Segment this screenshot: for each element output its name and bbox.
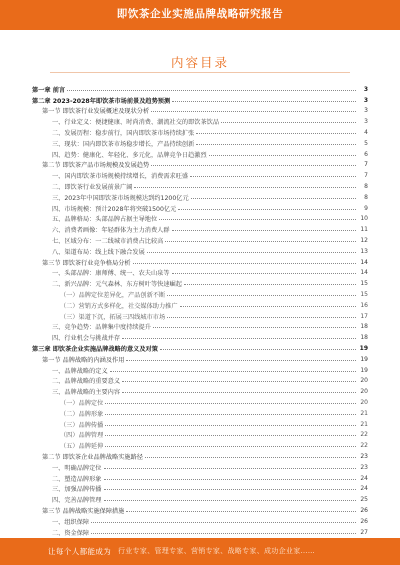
toc-entry[interactable] — [32, 419, 368, 430]
footer-bar — [0, 538, 400, 565]
toc-entry-page-number: 3 — [364, 107, 368, 115]
toc-dot-leader — [184, 284, 356, 285]
toc-entry-page-number: 6 — [364, 150, 368, 158]
table-of-contents — [32, 84, 368, 537]
toc-entry-label: 第三节 品牌战略实施保障措施 — [42, 507, 125, 515]
toc-entry[interactable] — [32, 332, 368, 343]
toc-entry-page-number: 17 — [360, 312, 368, 320]
toc-entry-page-number: 21 — [360, 409, 368, 417]
toc-entry[interactable] — [32, 376, 368, 387]
toc-entry-page-number: 20 — [360, 388, 368, 396]
toc-entry[interactable] — [32, 483, 368, 494]
toc-entry-page-number: 14 — [360, 258, 368, 266]
toc-dot-leader — [178, 209, 356, 210]
toc-entry-page-number: 18 — [360, 323, 368, 331]
toc-dot-leader — [91, 533, 356, 534]
toc-dot-leader — [167, 295, 356, 296]
toc-entry-page-number: 9 — [364, 204, 368, 212]
toc-heading-divider — [50, 72, 350, 73]
toc-entry-label: 一、行业定义：便捷健康、时尚消费、潮流社交的即饮茶饮品 — [52, 119, 220, 127]
toc-dot-leader — [151, 111, 356, 112]
toc-entry-label: 第一节 品牌战略的内涵及作用 — [42, 356, 125, 364]
toc-entry[interactable] — [32, 106, 368, 117]
toc-entry-page-number: 8 — [364, 193, 368, 201]
toc-entry-label: 一、品牌战略的定义 — [52, 367, 108, 375]
toc-entry-page-number: 15 — [360, 280, 368, 288]
toc-entry-label: （五）品牌延伸 — [60, 443, 104, 451]
toc-entry-label: 四、市场规模：预计2028年将突破1500亿元 — [52, 205, 177, 213]
toc-dot-leader — [105, 403, 356, 404]
toc-entry[interactable] — [32, 473, 368, 484]
toc-dot-leader — [221, 122, 356, 123]
toc-entry-label: （一）品牌定位 — [60, 400, 104, 407]
toc-entry[interactable] — [32, 408, 368, 419]
toc-entry-label: 三、加强品牌传播 — [52, 486, 102, 494]
toc-entry-page-number: 10 — [360, 215, 368, 223]
toc-entry-page-number: 5 — [364, 139, 368, 147]
toc-dot-leader — [190, 176, 356, 177]
toc-entry[interactable] — [32, 354, 368, 365]
toc-entry-label: 三、现状：国内即饮茶市场稳步增长，产品持续创新 — [52, 140, 195, 148]
toc-entry-label: 第二节 即饮茶企业品牌战略实施路径 — [42, 453, 143, 461]
toc-entry-page-number: 7 — [364, 172, 368, 180]
toc-entry[interactable] — [32, 268, 368, 279]
toc-entry-page-number: 12 — [360, 237, 368, 245]
toc-dot-leader — [172, 101, 356, 102]
toc-entry-page-number: 4 — [364, 129, 368, 137]
toc-entry-label: 二、新兴品牌：元气森林、东方树叶等快速崛起 — [52, 281, 182, 289]
toc-dot-leader — [110, 371, 356, 372]
toc-entry[interactable] — [32, 246, 368, 257]
toc-dot-leader — [105, 425, 356, 426]
toc-entry[interactable] — [32, 386, 368, 397]
toc-entry-page-number: 24 — [360, 485, 368, 493]
toc-entry-page-number: 19 — [360, 355, 368, 363]
toc-entry[interactable] — [32, 203, 368, 214]
report-title: 即饮茶企业实施品牌战略研究报告 — [116, 8, 284, 20]
toc-dot-leader — [105, 435, 356, 436]
toc-entry[interactable] — [32, 127, 368, 138]
toc-dot-leader — [133, 263, 356, 264]
toc-dot-leader — [209, 155, 356, 156]
toc-entry-page-number: 24 — [360, 474, 368, 482]
toc-entry-label: 第一节 即饮茶行业发展概述及现状分析 — [42, 108, 150, 116]
toc-entry[interactable] — [32, 181, 368, 192]
toc-entry-page-number: 21 — [360, 420, 368, 428]
toc-entry-label: （三）渠道下沉，拓展三四线城市市场 — [60, 313, 166, 321]
toc-entry-label: 一、头部品牌：康师傅、统一、农夫山泉等 — [52, 270, 170, 278]
toc-entry-label: 五、品牌格局：头部品牌占据主导地位 — [52, 216, 158, 224]
toc-entry[interactable] — [32, 116, 368, 127]
toc-entry[interactable] — [32, 149, 368, 160]
report-header-bar — [0, 0, 400, 30]
toc-entry-page-number: 27 — [360, 528, 368, 536]
toc-dot-leader — [172, 230, 356, 231]
toc-dot-leader — [134, 187, 356, 188]
toc-entry-label: 一、明确品牌定位 — [52, 464, 102, 472]
toc-entry-label: 七、区域分布：一二线城市消费占比较高 — [52, 238, 164, 246]
toc-entry-label: 第一章 前言 — [32, 86, 66, 94]
toc-dot-leader — [91, 522, 356, 523]
toc-entry[interactable] — [32, 451, 368, 462]
toc-entry-page-number: 3 — [363, 85, 368, 93]
toc-entry[interactable] — [32, 397, 368, 408]
toc-entry-label: 六、消费者画像：年轻群体为主力消费人群 — [52, 227, 170, 235]
toc-dot-leader — [196, 144, 356, 145]
toc-entry-label: 四、完善品牌管理 — [52, 497, 102, 505]
toc-entry-page-number: 15 — [360, 291, 368, 299]
toc-dot-leader — [151, 165, 356, 166]
toc-entry-label: 一、国内即饮茶市场规模持续增长，消费需求旺盛 — [52, 173, 189, 181]
toc-entry[interactable] — [32, 95, 368, 106]
toc-entry[interactable] — [32, 257, 368, 268]
toc-entry-page-number: 23 — [360, 452, 368, 460]
toc-dot-leader — [180, 306, 356, 307]
toc-dot-leader — [126, 511, 356, 512]
toc-dot-leader — [104, 479, 357, 480]
toc-dot-leader — [105, 414, 356, 415]
toc-entry-label: 第三节 即饮茶行业竞争格局分析 — [42, 259, 131, 267]
toc-dot-leader — [159, 219, 356, 220]
toc-entry-label: 二、塑造品牌形象 — [52, 475, 102, 483]
toc-dot-leader — [104, 489, 357, 490]
toc-entry[interactable] — [32, 527, 368, 538]
toc-entry-label: （二）品牌形象 — [60, 410, 104, 418]
toc-entry-label: 三、2023年中国即饮茶市场规模达到约1200亿元 — [52, 194, 189, 202]
toc-entry[interactable] — [32, 214, 368, 225]
toc-dot-leader — [122, 338, 356, 339]
toc-entry-label: 三、品牌战略的主要内容 — [52, 389, 121, 397]
toc-dot-leader — [147, 252, 356, 253]
toc-entry-page-number: 22 — [360, 431, 368, 439]
toc-heading: 内容目录 — [170, 55, 229, 70]
toc-dot-leader — [172, 273, 356, 274]
toc-entry[interactable] — [32, 322, 368, 333]
toc-entry[interactable] — [32, 505, 368, 516]
toc-dot-leader — [104, 500, 357, 501]
toc-entry[interactable] — [32, 170, 368, 181]
toc-dot-leader — [67, 90, 356, 91]
toc-dot-leader — [191, 198, 356, 199]
toc-entry-label: 一、组织保障 — [52, 518, 90, 526]
toc-dot-leader — [145, 457, 356, 458]
toc-dot-leader — [122, 392, 356, 393]
toc-entry-label: 四、行业机会与挑战并存 — [52, 335, 121, 343]
toc-entry-label: 二、即饮茶行业发展前景广阔 — [52, 184, 133, 192]
toc-entry[interactable] — [32, 462, 368, 473]
toc-entry[interactable] — [32, 300, 368, 311]
toc-entry-label: 第二章 2023-2028年即饮茶市场前景及趋势预测 — [32, 97, 171, 105]
toc-entry-label: 八、渠道布局：线上线下融合发展 — [52, 248, 145, 256]
toc-entry[interactable] — [32, 365, 368, 376]
toc-entry-page-number: 8 — [364, 183, 368, 191]
toc-entry-page-number: 25 — [360, 496, 368, 504]
toc-entry-page-number: 3 — [363, 96, 368, 104]
toc-entry[interactable] — [32, 516, 368, 527]
toc-dot-leader — [104, 468, 357, 469]
toc-entry[interactable] — [32, 430, 368, 441]
toc-entry-label: （二）营销方式多样化，社交媒体助力推广 — [60, 302, 178, 310]
toc-entry-label: 二、资金保障 — [52, 529, 90, 537]
toc-entry-page-number: 26 — [360, 506, 368, 514]
toc-entry[interactable] — [32, 289, 368, 300]
toc-entry-page-number: 22 — [360, 442, 368, 450]
toc-entry-label: 二、品牌战略的重要意义 — [52, 378, 121, 386]
toc-entry-page-number: 7 — [364, 161, 368, 169]
toc-entry-label: 三、竞争趋势：品牌集中度持续提升 — [52, 324, 151, 332]
toc-entry-page-number: 14 — [360, 269, 368, 277]
toc-entry-label: 二、发展历程：稳步前行，国内即饮茶市场持续扩张 — [52, 130, 195, 138]
toc-entry-page-number: 16 — [360, 301, 368, 309]
toc-entry-page-number: 3 — [364, 118, 368, 126]
toc-entry-page-number: 26 — [360, 517, 368, 525]
toc-entry[interactable] — [32, 235, 368, 246]
toc-entry[interactable] — [32, 84, 368, 95]
toc-entry[interactable] — [32, 311, 368, 322]
toc-entry-label: （四）品牌管理 — [60, 432, 104, 440]
toc-entry-page-number: 20 — [360, 399, 368, 406]
toc-dot-leader — [196, 133, 356, 134]
toc-dot-leader — [122, 381, 356, 382]
toc-entry-label: （三）品牌传播 — [60, 421, 104, 429]
toc-entry-page-number: 19 — [359, 345, 368, 353]
toc-entry-label: 四、趋势：健康化、年轻化、多元化，品牌竞争日趋激烈 — [52, 151, 207, 159]
toc-entry[interactable] — [32, 138, 368, 149]
toc-dot-leader — [105, 446, 356, 447]
toc-entry-page-number: 13 — [360, 247, 368, 255]
toc-entry-label: （一）品牌定位差异化，产品创新不断 — [60, 292, 166, 300]
toc-dot-leader — [165, 241, 356, 242]
toc-entry[interactable] — [32, 440, 368, 451]
toc-entry[interactable] — [32, 278, 368, 289]
toc-entry[interactable] — [32, 343, 368, 354]
toc-entry[interactable] — [32, 224, 368, 235]
toc-entry-page-number: 19 — [360, 366, 368, 374]
footer-slogan: 让每个人都能成为 — [48, 547, 112, 556]
toc-entry-page-number: 11 — [360, 226, 368, 234]
toc-dot-leader — [160, 349, 356, 350]
toc-dot-leader — [153, 327, 356, 328]
footer-roles: 行业专家、管理专家、营销专家、战略专家、成功企业家…… — [118, 547, 316, 555]
toc-entry-page-number: 20 — [360, 377, 368, 385]
toc-entry[interactable] — [32, 160, 368, 171]
toc-entry[interactable] — [32, 192, 368, 203]
toc-dot-leader — [167, 317, 356, 318]
toc-entry-page-number: 23 — [360, 463, 368, 471]
toc-dot-leader — [126, 360, 356, 361]
toc-entry-page-number: 18 — [360, 334, 368, 342]
toc-entry-label: 第三章 即饮茶企业实施品牌战略的意义及对策 — [32, 346, 158, 354]
toc-entry[interactable] — [32, 494, 368, 505]
toc-entry-label: 第二节 即饮茶产品市场规模及发展趋势 — [42, 162, 150, 170]
